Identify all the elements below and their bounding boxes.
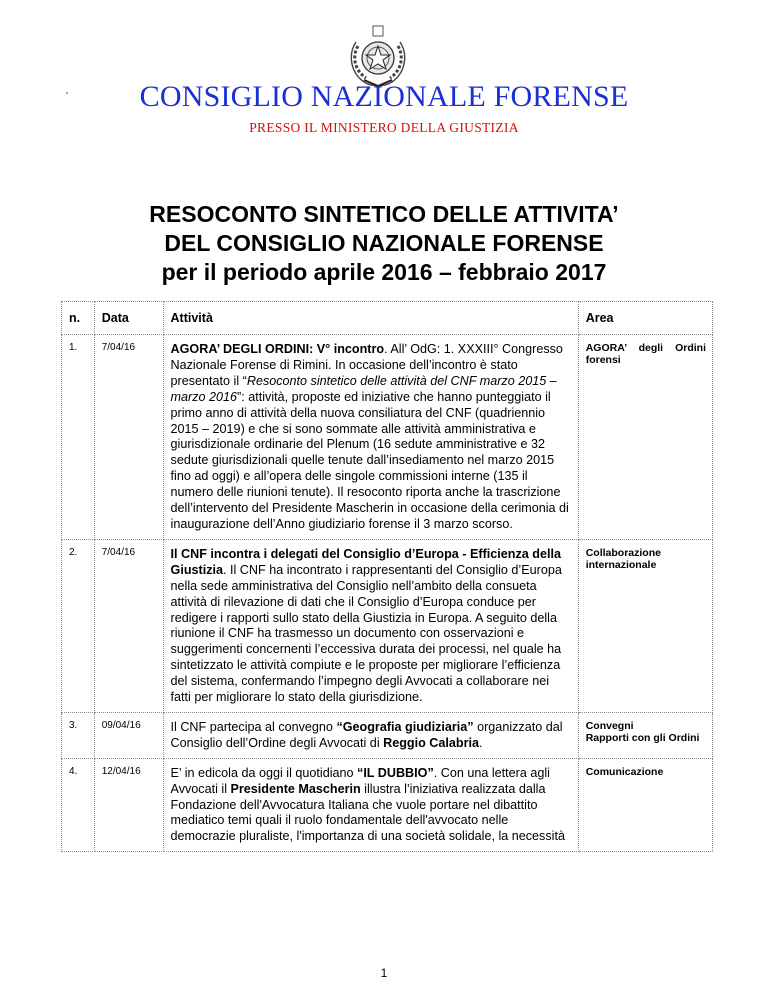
activity-italic: Resoconto sintetico delle attività del CNF marzo 2015 – marzo 2016 <box>170 373 557 404</box>
activity-bold: “IL DUBBIO” <box>357 765 434 780</box>
row-number: 1. <box>62 335 95 540</box>
activity-text: organizzato dal Consiglio dell’Ordine degli Avvocati di <box>170 719 563 750</box>
activity-lead: AGORA’ DEGLI ORDINI: V° incontro <box>170 342 385 356</box>
activity-table <box>61 301 713 852</box>
table-row <box>62 712 713 758</box>
header-activity: Attività <box>163 302 578 335</box>
row-activity <box>163 758 578 852</box>
header-area: Area <box>578 302 712 335</box>
row-date: 7/04/16 <box>94 335 163 540</box>
activity-text: Il CNF partecipa al convegno <box>170 719 337 734</box>
row-activity <box>163 335 578 540</box>
area-label: AGORA’ degli Ordini forensi <box>585 342 706 366</box>
row-activity <box>163 712 578 758</box>
area-label: Comunicazione <box>585 765 664 778</box>
activity-text: . All’ OdG: 1. XXXIII° Congresso Nazionale Forense di Rimini. In occasione dell’incontro è stato presentato il “ <box>170 342 563 388</box>
activity-lead: Il CNF incontra i delegati del Consiglio d’Europa - Efficienza della Giustizia <box>170 546 561 577</box>
activity-text: . <box>479 735 483 750</box>
activity-text: ”: attività, proposte ed iniziative che hanno punteggiato il primo anno di attività della nuova consiliatura del CNF (quadriennio 2015 – 2019) e che si sono sommate alle attività amministrativa e giurisdizionale ordinarie del Plenum (16 sedute amministrative e 32 sedute giurisdizionali quelle tenute dall’insediamento nel marzo 2015 fino ad oggi) e all’opera delle singole commissioni interne (135 il numero delle riunioni tenute). Il resoconto riporta anche la trascrizione dell’intervento del Presidente Mascherin in occasione della cerimonia di inaugurazione dell’Anno giudiziario forense il 3 marzo scorso. <box>170 389 569 531</box>
document-title <box>0 200 768 287</box>
activity-text: . Il CNF ha incontrato i rappresentanti del Consiglio d’Europa nella sede amministrativa del Consiglio nell’ambito della consueta attività di rilevazione di dati che il Consiglio d’Europa conduce per redigere i rapporti sullo stato della Giustizia in Europa. A seguito della riunione il CNF ha trasmesso un documento con osservazioni e suggerimenti concernenti l’eccessiva durata dei processi, nel quale ha sintetizzato le attività compiute e le proposte per migliorare l’efficienza del sistema, confermando l’impegno degli Avvocati a collaborare nei fatti per migliorare lo stato della giurisdizione. <box>170 562 562 705</box>
row-area <box>578 335 712 540</box>
row-date: 12/04/16 <box>94 758 163 852</box>
row-area <box>578 539 712 712</box>
row-date: 7/04/16 <box>94 539 163 712</box>
table-row <box>62 539 713 712</box>
table-row <box>62 335 713 540</box>
activity-text: . Con una lettera agli Avvocati il <box>170 765 550 796</box>
table-row <box>62 758 713 852</box>
header-number: n. <box>62 302 95 335</box>
document-title-line: per il periodo aprile 2016 – febbraio 2017 <box>161 259 607 285</box>
activity-text: E’ in edicola da oggi il quotidiano <box>170 765 358 780</box>
area-label: Rapporti con gli Ordini <box>585 731 700 744</box>
row-area <box>578 712 712 758</box>
page-number: 1 <box>380 966 388 980</box>
activity-bold: Reggio Calabria <box>383 735 479 750</box>
header-date: Data <box>94 302 163 335</box>
row-number: 4. <box>62 758 95 852</box>
org-subtitle: PRESSO IL MINISTERO DELLA GIUSTIZIA <box>249 120 519 135</box>
row-date: 09/04/16 <box>94 712 163 758</box>
area-label: Convegni <box>585 719 634 732</box>
document-title-line: DEL CONSIGLIO NAZIONALE FORENSE <box>164 230 604 256</box>
row-area <box>578 758 712 852</box>
row-number: 2. <box>62 539 95 712</box>
row-number: 3. <box>62 712 95 758</box>
activity-bold: “Geografia giudiziaria” <box>336 719 474 734</box>
org-title: CONSIGLIO NAZIONALE FORENSE <box>139 80 629 113</box>
row-activity <box>163 539 578 712</box>
activity-text: illustra l’iniziativa realizzata dalla Fondazione dell'Avvocatura Italiana che vuole portare nel dibattito mediatico temi quali il ruolo fondamentale dell'avvocato nelle democrazie pluraliste, l'importanza di una società solidale, la necessità <box>170 781 565 844</box>
activity-bold: Presidente Mascherin <box>230 781 361 796</box>
table-header-row <box>62 302 713 335</box>
area-label: Collaborazione internazionale <box>585 546 661 571</box>
document-title-line: RESOCONTO SINTETICO DELLE ATTIVITA’ <box>149 201 619 227</box>
